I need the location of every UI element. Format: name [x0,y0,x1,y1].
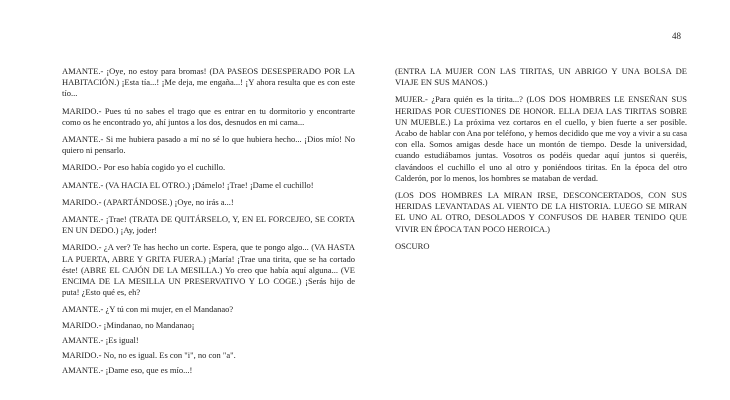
dialogue-paragraph: AMANTE.- ¡Dame eso, que es mío...! [62,365,193,376]
dialogue-paragraph: AMANTE.- ¡Es igual! [62,334,139,345]
dialogue-paragraph: MUJER.- ¿Para quién es la tirita...? (LOS DOS HOMBRES LE ENSEÑAN SUS HERIDAS POR CUESTIONES DE HONOR. ELLA DEJA LAS TIRITAS SOBRE UN MUEBLE.) La próxima vez cortaros en el cuello, y bien fuerte a ser posible. Acabo de hablar con Ana por teléfono, y hemos decidido que me voy a vivir a su casa con ella. Somos amigas desde hace un montón de tiempo. Desde la universidad, cuando estudiábamos juntas. Vosotros os podéis quedar aquí juntos si queréis, clavándoos el cuchillo el uno al otro y poniéndoos tiritas. En la época del otro Calderón, por lo menos, los hombres se mataban de verdad. [395,94,687,183]
page-number: 48 [672,31,681,41]
dialogue-paragraph: AMANTE.- ¡Trae! (TRATA DE QUITÁRSELO, Y, EN EL FORCEJEO, SE CORTA EN UN DEDO.) ¡Ay, joder! [62,214,355,236]
dialogue-paragraph: MARIDO.- ¿A ver? Te has hecho un corte. Espera, que te pongo algo... (VA HASTA LA PUERTA, ABRE Y GRITA FUERA.) ¡María! ¡Trae una tirita, que se ha cortado éste! (ABRE EL CAJÓN DE LA MESILLA.) Yo creo que había aquí alguna... (VE ENCIMA DE LA MESILLA UN PRESERVATIVO Y LO COGE.) ¡Serás hijo de puta! ¿Esto qué es, eh? [62,242,355,298]
dialogue-paragraph: AMANTE.- (VA HACIA EL OTRO.) ¡Dámelo! ¡Trae! ¡Dame el cuchillo! [62,179,314,190]
stage-direction: (LOS DOS HOMBRES LA MIRAN IRSE, DESCONCERTADOS, CON SUS HERIDAS LEVANTADAS AL VIENTO DE LA HISTORIA. LUEGO SE MIRAN EL UNO AL OTRO, DESOLADOS Y CONFUSOS DE HABER TENIDO QUE VIVIR EN ÉPOCA TAN POCO HEROICA.) [395,190,687,234]
stage-direction: (ENTRA LA MUJER CON LAS TIRITAS, UN ABRIGO Y UNA BOLSA DE VIAJE EN SUS MANOS.) [395,66,687,88]
dialogue-paragraph: AMANTE.- Si me hubiera pasado a mí no sé lo que hubiera hecho... ¡Dios mío! No quiero ni pensarlo. [62,134,355,156]
dialogue-paragraph: MARIDO.- (APARTÁNDOSE.) ¡Oye, no irás a...! [62,196,234,207]
left-column [62,66,355,380]
right-column [395,66,687,258]
dialogue-paragraph: MARIDO.- Pues tú no sabes el trago que es entrar en tu dormitorio y encontrarte como os he encontrado yo, ahí juntos a los dos, desnudos en mi cama... [62,105,355,127]
dialogue-paragraph: MARIDO.- Por eso había cogido yo el cuchillo. [62,162,226,173]
dialogue-paragraph: AMANTE.- ¡Oye, no estoy para bromas! (DA PASEOS DESESPERADO POR LA HABITACIÓN.) ¡Esta tía...! ¡Me deja, me engaña...! ¡Y ahora resulta que es con este tío... [62,66,355,99]
dialogue-paragraph: MARIDO.- ¡Mindanao, no Mandanao¡ [62,319,195,330]
dialogue-paragraph: AMANTE.- ¿Y tú con mi mujer, en el Mandanao? [62,304,234,315]
dialogue-paragraph: MARIDO.- No, no es igual. Es con "i", no con "a". [62,350,236,361]
closing-word: OSCURO [395,240,430,251]
